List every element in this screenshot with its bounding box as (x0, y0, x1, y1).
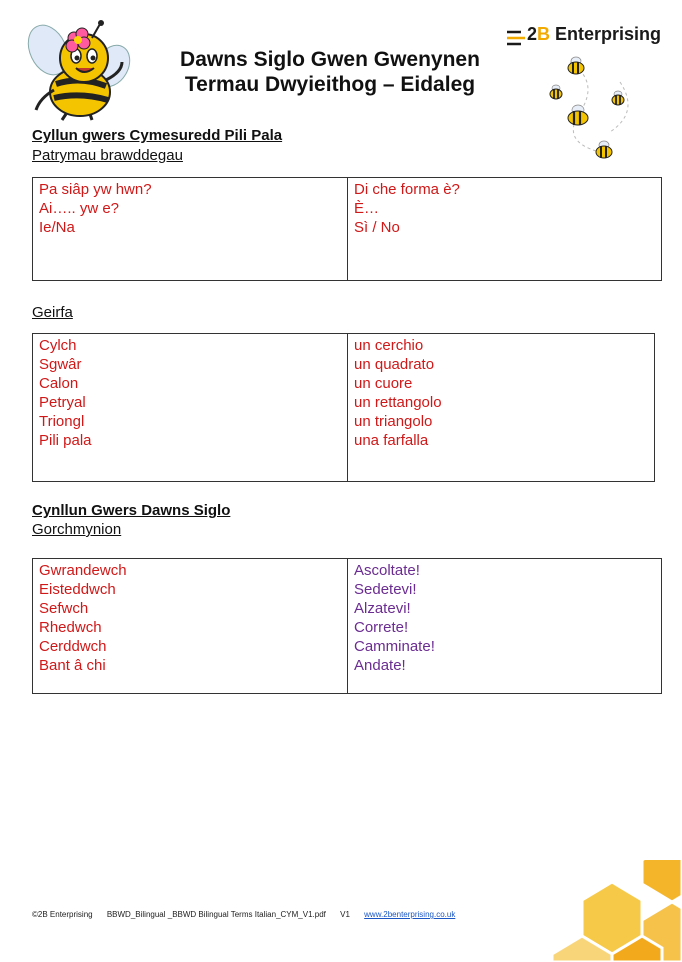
bee-icon (612, 91, 624, 105)
section-subheading-patrymau: Patrymau brawddegau (32, 147, 183, 164)
flying-bees-illustration (540, 52, 660, 172)
italian-term: Sedetevi! (354, 581, 417, 598)
italian-term: Di che forma è? (354, 181, 460, 198)
bee-icon (568, 105, 588, 125)
bee-mascot-illustration (18, 14, 136, 122)
welsh-term: Triongl (39, 413, 85, 430)
welsh-column (33, 334, 348, 482)
italian-term: Camminate! (354, 638, 435, 655)
italian-term: Correte! (354, 619, 409, 636)
section-subheading-gorchmynion: Gorchmynion (32, 521, 122, 538)
section-heading-dawns-siglo: Cynllun Gwers Dawns Siglo (32, 502, 231, 519)
italian-term: un cerchio (354, 337, 424, 354)
section-heading-pili-pala: Cyllun gwers Cymesuredd Pili Pala (32, 127, 283, 144)
brand-logo (505, 22, 675, 52)
section-subheading-geirfa: Geirfa (32, 304, 73, 321)
welsh-term: Eisteddwch (39, 581, 116, 598)
welsh-column (33, 559, 348, 694)
welsh-term: Rhedwch (39, 619, 102, 636)
bee-icon (568, 57, 584, 74)
document-title-line-2: Termau Dwyieithog – Eidaleg (184, 73, 476, 96)
italian-term: Alzatevi! (354, 600, 411, 617)
welsh-term: Ie/Na (39, 219, 75, 236)
welsh-term: Cerddwch (39, 638, 107, 655)
italian-term: Ascoltate! (354, 562, 420, 579)
italian-term: un quadrato (354, 356, 435, 373)
vocabulary-table (32, 333, 655, 482)
welsh-term: Sgwâr (39, 356, 82, 373)
welsh-term: Petryal (39, 394, 86, 411)
bee-icon (550, 85, 562, 99)
brand-name: 2B Enterprising (527, 24, 662, 44)
italian-term: Sì / No (354, 219, 400, 236)
italian-term: un rettangolo (354, 394, 442, 411)
footer-website-link[interactable]: www.2benterprising.co.uk (364, 910, 456, 919)
welsh-term: Ai….. yw e? (39, 200, 120, 217)
honeycomb-decoration (522, 860, 682, 962)
bee-icon (596, 141, 612, 158)
italian-column (348, 334, 655, 482)
footer-version: V1 (340, 910, 350, 919)
italian-term: un cuore (354, 375, 413, 392)
italian-column (348, 559, 662, 694)
footer-copyright: ©2B Enterprising (32, 910, 93, 919)
welsh-term: Pili pala (39, 432, 92, 449)
sentence-patterns-table (32, 177, 662, 281)
welsh-term: Calon (39, 375, 79, 392)
brand-lines-icon (505, 28, 527, 48)
welsh-term: Pa siâp yw hwn? (39, 181, 152, 198)
italian-term: Andate! (354, 657, 406, 674)
welsh-column (33, 178, 348, 281)
commands-table (32, 558, 662, 694)
page-footer (32, 910, 455, 919)
welsh-term: Sefwch (39, 600, 89, 617)
welsh-term: Gwrandewch (39, 562, 127, 579)
italian-term: un triangolo (354, 413, 433, 430)
welsh-term: Cylch (39, 337, 77, 354)
italian-column (348, 178, 662, 281)
italian-term: È… (354, 200, 380, 217)
italian-term: una farfalla (354, 432, 429, 449)
document-title-line-1: Dawns Siglo Gwen Gwenynen (180, 48, 480, 71)
footer-filename: BBWD_Bilingual _BBWD Bilingual Terms Italian_CYM_V1.pdf (106, 910, 326, 919)
welsh-term: Bant â chi (39, 657, 106, 674)
